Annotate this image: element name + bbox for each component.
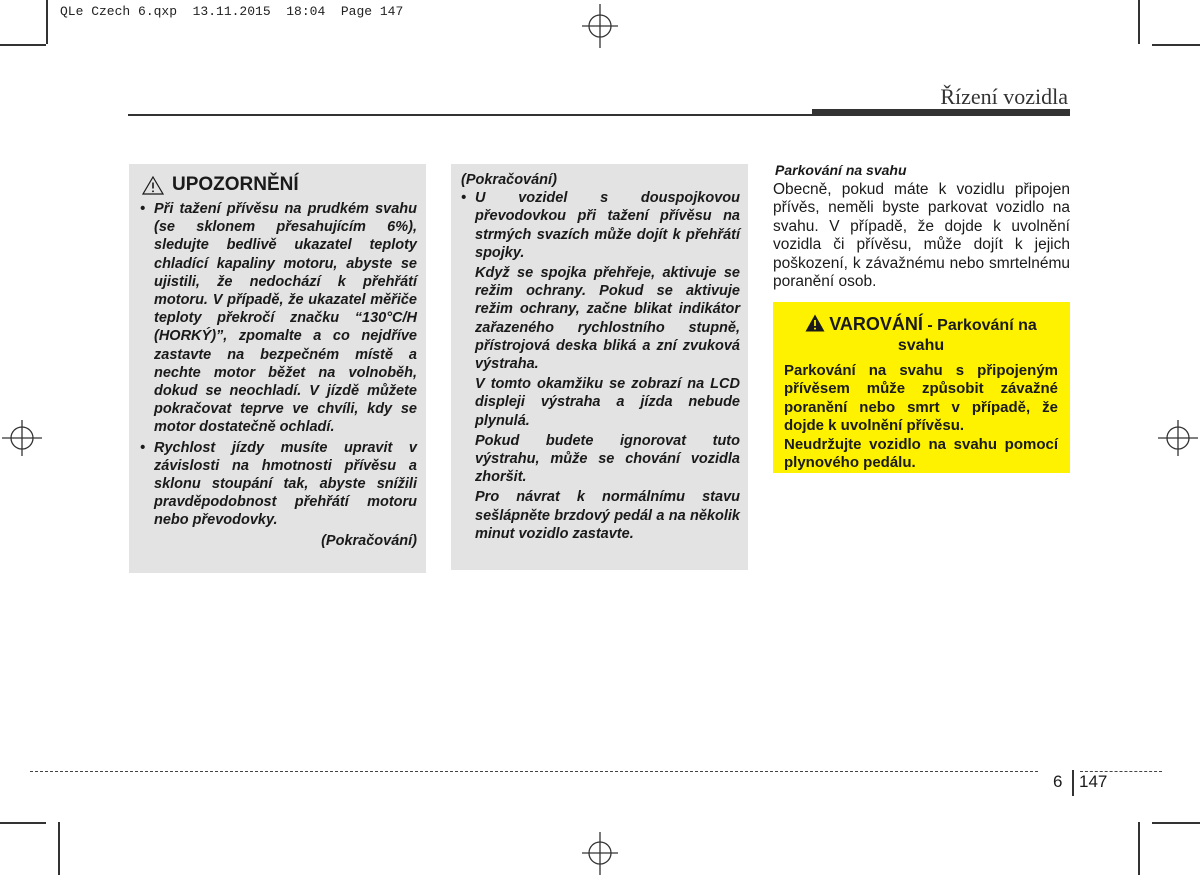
- crop-mark-top-left-v: [46, 0, 48, 44]
- section-body: Obecně, pokud máte k vozidlu připojen přívěs, neměli byste parkovat vozidlo na svahu. V případě, že dojde k uvolnění vozidla či přívěsu, může dojít k jejich poškození, k závažnému nebo smrtelnému poranění osob.: [773, 181, 1070, 291]
- header-rule-thick: [812, 109, 1070, 116]
- footer-chapter-number: 6: [1053, 772, 1063, 791]
- crop-mark-top-right-v: [1138, 0, 1140, 44]
- footer-dashed-rule-left: [30, 771, 1038, 772]
- registration-mark-right: [1158, 420, 1198, 456]
- warning-title: VAROVÁNÍ: [829, 314, 923, 334]
- list-item: [140, 439, 417, 530]
- registration-mark-bottom: [582, 832, 618, 875]
- continued-note: (Pokračování): [321, 532, 417, 549]
- continued-label: (Pokračování): [461, 172, 557, 188]
- crop-mark-top-right-h: [1152, 44, 1200, 46]
- registration-mark-top: [582, 4, 618, 48]
- crop-mark-top-left-h: [0, 44, 46, 46]
- caution-box-continued: [451, 164, 748, 570]
- caution-title: UPOZORNĚNÍ: [172, 174, 299, 195]
- list-item: [140, 200, 417, 437]
- crop-mark-bottom-right-v: [1138, 822, 1140, 875]
- caution-paragraph-3: Pokud budete ignorovat tuto výstrahu, může se chování vozidla zhoršit.: [475, 432, 740, 486]
- bullet-icon: •: [140, 439, 146, 456]
- page-number: 147: [1079, 772, 1108, 791]
- caution-box: [129, 164, 426, 573]
- warning-header: [784, 314, 1058, 356]
- section-subheading: Parkování na svahu: [775, 162, 907, 178]
- caution-paragraph-4: Pro návrat k normálnímu stavu sešlápněte brzdový pedál a na několik minut vozidlo zastavte.: [475, 489, 740, 542]
- header-rule: [128, 114, 812, 116]
- warning-paragraph-2: Neudržujte vozidlo na svahu pomocí plynového pedálu.: [784, 435, 1058, 472]
- caution-bullet-3: U vozidel s douspojkovou převodovkou při tažení přívěsu na strmých svazích může dojít k přehřátí spojky.: [475, 190, 740, 261]
- warning-paragraph-1: Parkování na svahu s připojeným přívěsem může způsobit závažné poranění nebo smrt v případě, že dojde k uvolnění přívěsu.: [784, 362, 1058, 435]
- caution-bullet-2: Rychlost jízdy musíte upravit v závislosti na hmotnosti přívěsu a sklonu stoupání tak, abyste snížili pravděpodobnost přehřátí motoru nebo převodovky.: [154, 439, 417, 529]
- caution-header: [142, 174, 417, 196]
- footer-divider: [1072, 770, 1074, 796]
- crop-mark-bottom-left-h: [0, 822, 46, 824]
- warning-box: [773, 302, 1070, 473]
- warning-triangle-icon: [805, 314, 825, 332]
- list-item: [461, 189, 740, 262]
- registration-mark-left: [2, 420, 42, 456]
- crop-mark-bottom-right-h: [1152, 822, 1200, 824]
- caution-paragraph-1: Když se spojka přehřeje, aktivuje se režim ochrany. Pokud se aktivuje režim ochrany, začne blikat indikátor zařazeného rychlostního stupně, přístrojová deska bliká a zní zvuková výstraha.: [475, 265, 740, 373]
- print-slug: QLe Czech 6.qxp 13.11.2015 18:04 Page 147: [60, 4, 404, 19]
- bullet-icon: •: [140, 201, 146, 217]
- caution-bullet-1: Při tažení přívěsu na prudkém svahu (se sklonem přesahujícím 6%), sledujte bedlivě ukazatel teploty chladící kapaliny motoru, abyste se ujistili, že nedochází k přehřátí motoru. V případě, že ukazatel měřiče teploty překročí značku “130°C/H (HORKÝ)”, zpomalte a co nejdříve zastavte na bezpečném místě a nechte motor běžet na volnoběh, dokud se neochladí. V jízdě můžete pokračovat teprve ve chvíli, kdy se motor dostatečně ochladí.: [154, 201, 417, 436]
- warning-title-topic: - Parkování na svahu: [897, 317, 1037, 354]
- warning-triangle-icon: [142, 176, 164, 195]
- caution-paragraph-2: V tomto okamžiku se zobrazí na LCD displeji výstraha a jízda nebude plynulá.: [475, 376, 740, 429]
- chapter-title: Řízení vozidla: [940, 84, 1068, 109]
- crop-mark-bottom-left-v: [58, 822, 60, 875]
- bullet-icon: •: [461, 190, 467, 207]
